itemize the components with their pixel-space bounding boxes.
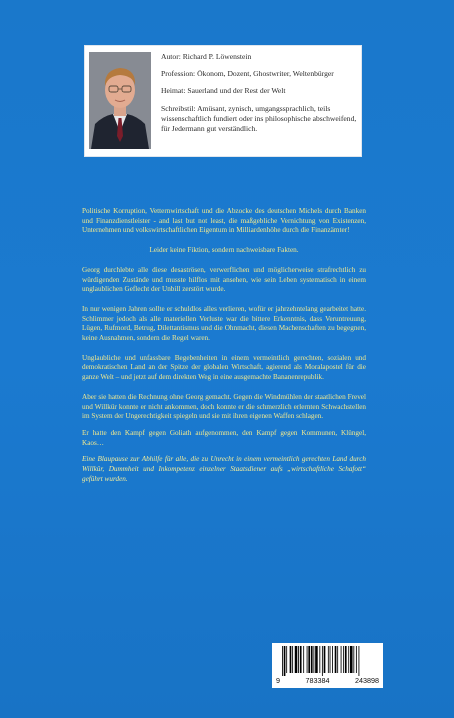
blurb-paragraph-7: Er hatte den Kampf gegen Goliath aufgenommen, den Kampf gegen Kommunen, Klüngel, Kaos… <box>82 428 366 447</box>
isbn-barcode <box>272 643 383 688</box>
author-photo <box>89 52 151 149</box>
blurb-paragraph-2: Leider keine Fiktion, sondern nachweisbare Fakten. <box>149 246 299 255</box>
barcode-bars <box>276 646 379 676</box>
blurb-paragraph-8: Eine Blaupause zur Abhilfe für alle, die zu Unrecht in einem vermeintlich gerechten Land durch Willkür, Dummheit und Inkompetenz einzelner Staatsdiener aufs „wirtschaftliche Schafott“ geführt wurden. <box>82 455 366 483</box>
author-schreibstil: Schreibstil: Amüsant, zynisch, umgangssprachlich, teils wissenschaftlich fundiert oder ins philosophische abschweifend, für Jedermann gut verständlich. <box>161 103 357 134</box>
isbn-digits-left: 783384 <box>305 676 330 685</box>
blurb-paragraph-3: Georg durchlebte alle diese desaströsen, verwerflichen und möglicherweise strafrechtlich zu würdigenden Zustände und musste hilflos mit ansehen, wie sein Leben systematisch in einem unglaublichen Geflecht der Unbill zerstört wurde. <box>82 265 366 294</box>
author-info-box <box>84 45 362 157</box>
isbn-number <box>276 676 379 685</box>
author-profession: Profession: Ökonom, Dozent, Ghostwriter, Weltenbürger <box>161 69 334 79</box>
isbn-digits-right: 243898 <box>355 676 379 685</box>
blurb-paragraph-5: Unglaubliche und unfassbare Begebenheiten in einem vermeintlich gerechten, sozialen und demokratischen Land an der Spitze der globalen Wirtschaft, agierend als Moralapostel für die ganze Welt – und jetzt auf dem direkten Weg in eine ausgemachte Bananenrepublik. <box>82 353 366 382</box>
blurb-paragraph-1: Politische Korruption, Vetternwirtschaft und die Abzocke des deutschen Michels durch Banken und Finanzdienstleister - and last but not least, die maßgebliche Vernichtung von Existenzen, Unternehmen und volkswirtschaftlichen Eigentum in Milliardenhöhe durch die Finanzämter! <box>82 207 366 235</box>
author-heimat: Heimat: Sauerland und der Rest der Welt <box>161 86 286 96</box>
blurb-paragraph-6: Aber sie hatten die Rechnung ohne Georg gemacht. Gegen die Windmühlen der staatlichen Frevel und Willkür konnte er nicht ankommen, doch konnte er die schmerzlich erlernten Schwachstellen im System der Ungerechtigkeit spiegeln und sie mit ihren eigenen Waffen schlagen. <box>82 392 366 421</box>
author-name: Autor: Richard P. Löwenstein <box>161 52 252 61</box>
author-details <box>161 52 357 134</box>
author-portrait-image <box>89 52 151 149</box>
isbn-digit-prefix: 9 <box>276 676 280 685</box>
blurb-text <box>82 207 366 494</box>
blurb-paragraph-4: In nur wenigen Jahren sollte er schuldlos alles verlieren, wofür er jahrzehntelang gearbeitet hatte. Schlimmer jedoch als alle materiellen Verluste war die bittere Erkenntnis, dass Veruntreuung, Lügen, Rufmord, Betrug, Dilettantismus und die Ohnmacht, diesen Machenschaften zu begegnen, keine Ausnahmen, sondern die Regel waren. <box>82 304 366 343</box>
